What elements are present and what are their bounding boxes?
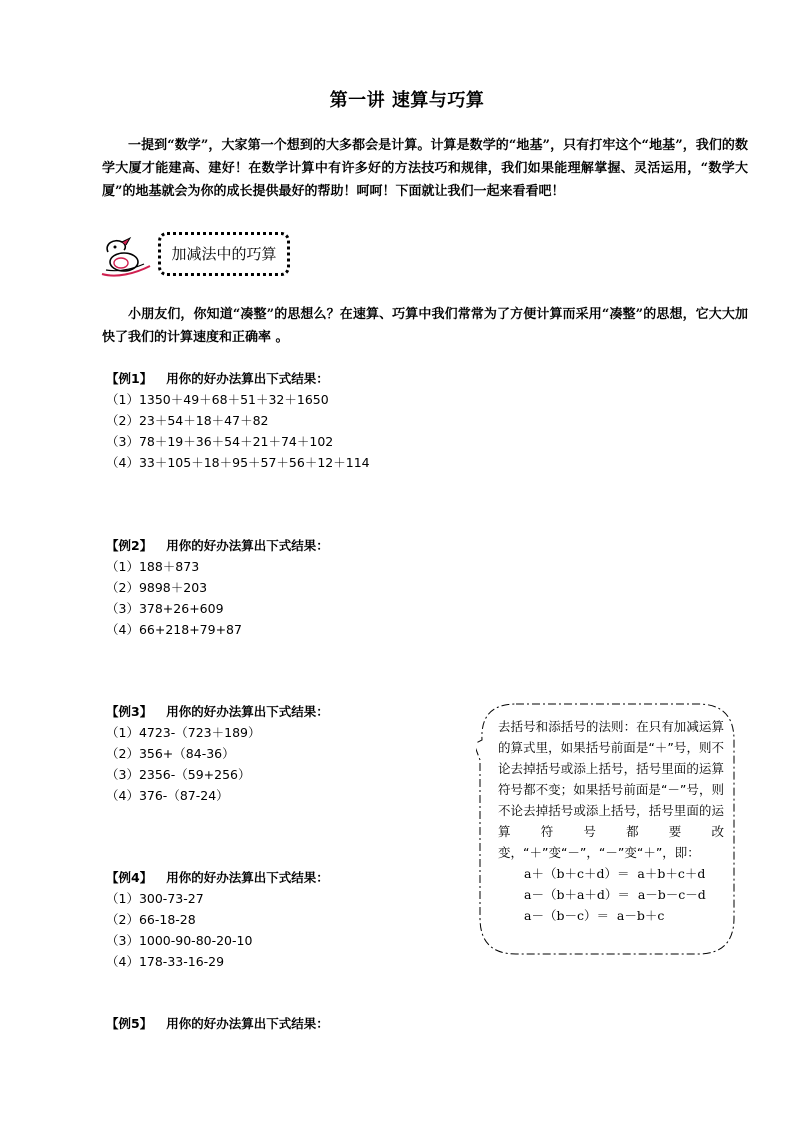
example-label: 【例2】 [106, 538, 153, 553]
problem-item: （3）378+26+609 [106, 601, 224, 616]
problem-item: （4）376-（87-24） [106, 788, 229, 803]
bracket-rule-note [476, 700, 738, 958]
problem-item: （2）9898＋203 [106, 580, 208, 595]
example-4 [106, 867, 329, 972]
rule-text-block [498, 716, 724, 926]
problem-item: （2）66-18-28 [106, 912, 196, 927]
problem-item: （1）1350＋49＋68＋51＋32＋1650 [106, 392, 329, 407]
page-title: 第一讲 速算与巧算 [329, 90, 485, 111]
rule-formula: a＋（b＋c＋d）＝ a＋b＋c＋d [524, 866, 706, 881]
problem-item: （4）33＋105＋18＋95＋57＋56＋12＋114 [106, 455, 370, 470]
problem-item: （2）356+（84-36） [106, 746, 235, 761]
example-prompt: 用你的好办法算出下式结果： [166, 538, 329, 553]
example-prompt: 用你的好办法算出下式结果： [166, 1016, 329, 1031]
example-label: 【例5】 [106, 1016, 153, 1031]
problem-item: （1）188＋873 [106, 559, 200, 574]
example-prompt: 用你的好办法算出下式结果： [166, 704, 329, 719]
problem-item: （1）4723-（723＋189） [106, 725, 261, 740]
problem-item: （1）300-73-27 [106, 891, 204, 906]
example-2 [106, 535, 329, 640]
intro-paragraph: 一提到“数学”，大家第一个想到的大多都会是计算。计算是数学的“地基”，只有打牢这个“地基”，我们的数学大厦才能建高、建好！在数学计算中有许多好的方法技巧和规律，我们如果能理解掌握、灵活运用，“数学大厦”的地基就会为你的成长提供最好的帮助！呵呵！下面就让我们一起来看看吧！ [102, 138, 748, 199]
section-heading: 加减法中的巧算 [171, 245, 277, 263]
problem-item: （3）1000-90-80-20-10 [106, 933, 253, 948]
intro-paragraph-2: 小朋友们，你知道“凑整”的思想么？在速算、巧算中我们常常为了方便计算而采用“凑整”的思想，它大大加快了我们的计算速度和正确率 。 [102, 307, 748, 345]
example-prompt: 用你的好办法算出下式结果： [166, 371, 329, 386]
problem-item: （3）78＋19＋36＋54＋21＋74＋102 [106, 434, 334, 449]
example-label: 【例4】 [106, 870, 153, 885]
bird-mascot-icon [100, 232, 152, 282]
section-heading-box [158, 232, 290, 276]
example-label: 【例3】 [106, 704, 153, 719]
problem-item: （4）178-33-16-29 [106, 954, 225, 969]
problem-item: （4）66+218+79+87 [106, 622, 242, 637]
rule-formula: a－（b＋a＋d）＝ a－b－c－d [524, 887, 706, 902]
example-prompt: 用你的好办法算出下式结果： [166, 870, 329, 885]
example-label: 【例1】 [106, 371, 153, 386]
example-5 [106, 1013, 329, 1034]
example-1 [106, 368, 370, 473]
rule-description: 去括号和添括号的法则：在只有加减运算的算式里，如果括号前面是“＋”号，则不论去掉括号或添上括号，括号里面的运算符号都不变；如果括号前面是“－”号，则不论去掉括号或添上括号，括号里面的运算符号都要改变，“＋”变“－”，“－”变“＋”，即： [498, 719, 724, 860]
rule-formula: a－（b－c）＝ a－b＋c [524, 908, 665, 923]
example-3 [106, 701, 329, 806]
problem-item: （3）2356-（59+256） [106, 767, 251, 782]
problem-item: （2）23＋54＋18＋47＋82 [106, 413, 269, 428]
